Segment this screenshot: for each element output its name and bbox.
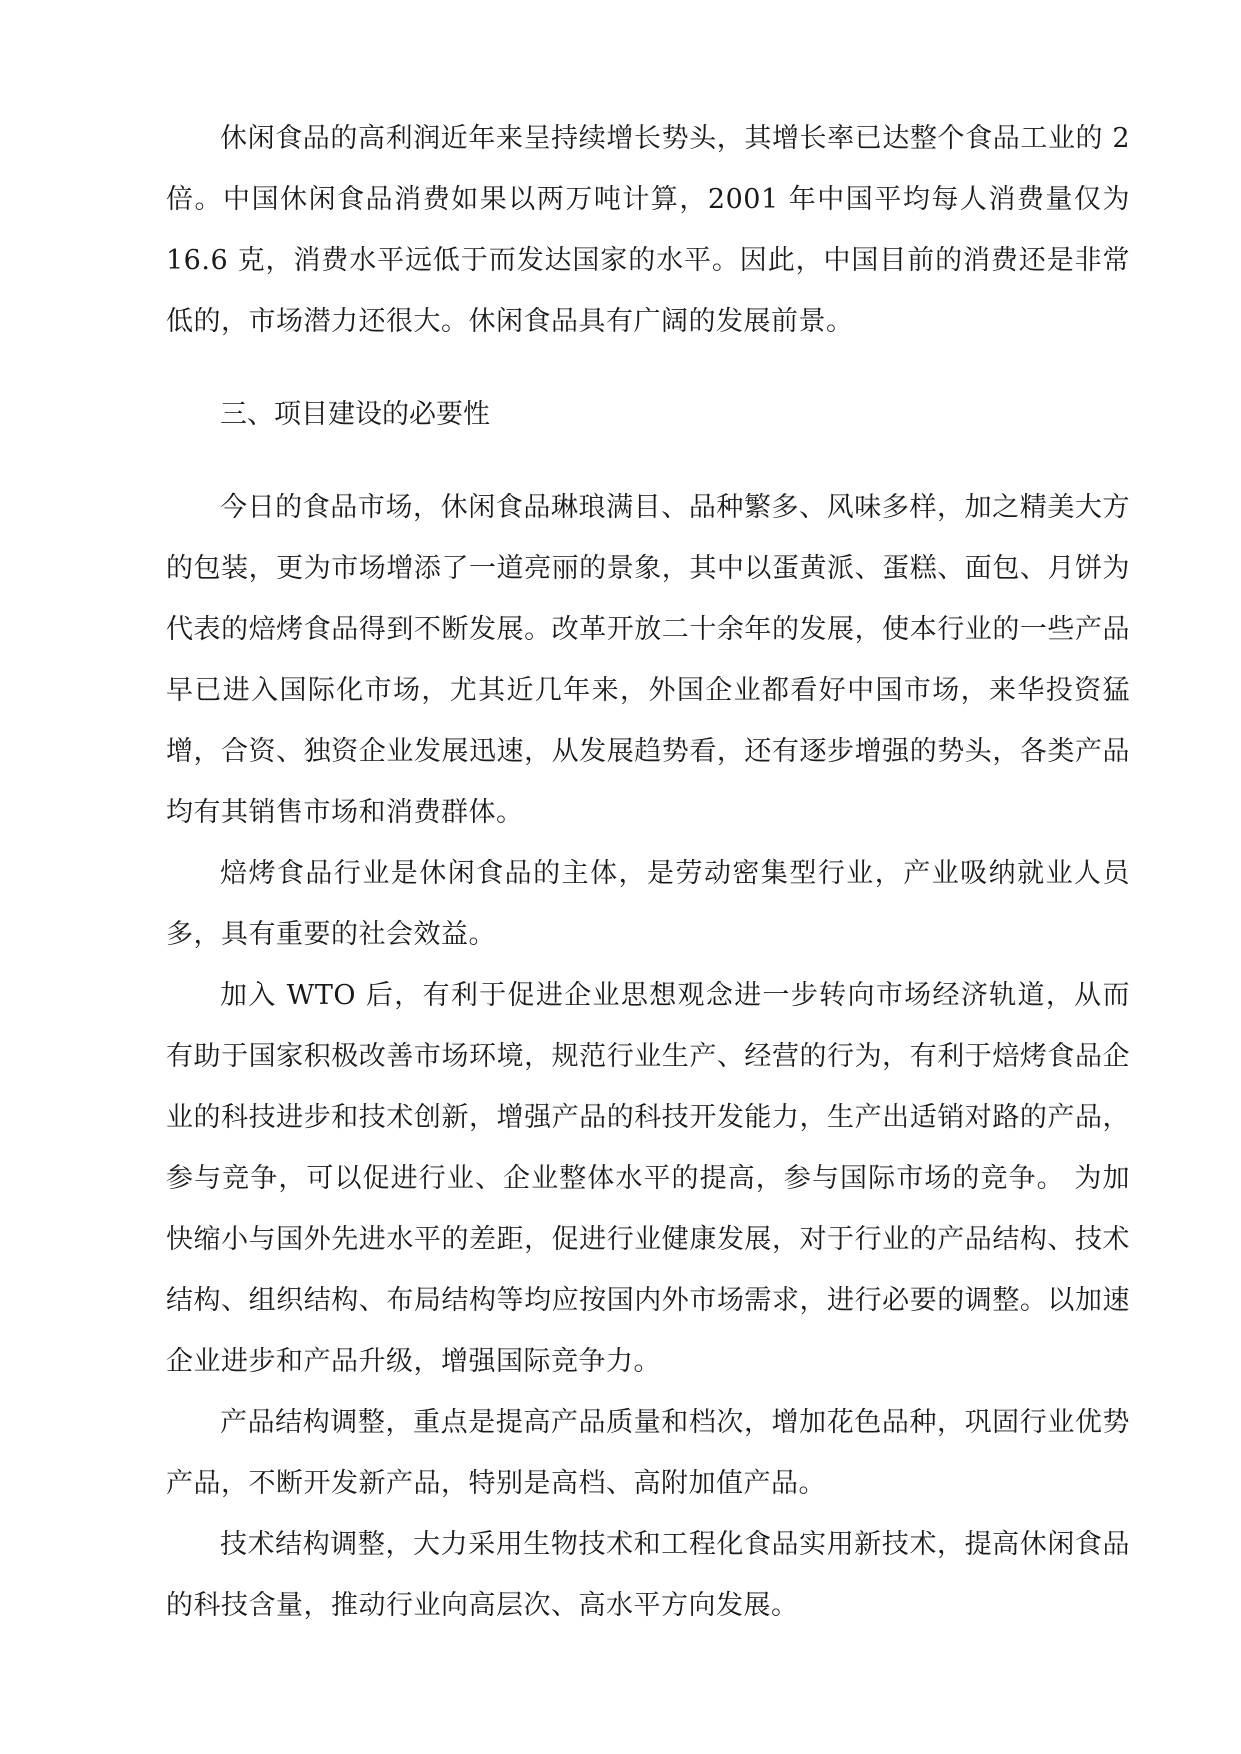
body-paragraph-industry: 焙烤食品行业是休闲食品的主体，是劳动密集型行业，产业吸纳就业人员多，具有重要的社会效益。	[166, 858, 1130, 950]
body-paragraph-wto: 加入 WTO 后，有利于促进企业思想观念进一步转向市场经济轨道，从而有助于国家积极改善市场环境，规范行业生产、经营的行为，有利于焙烤食品企业的科技进步和技术创新，增强产品的科技开发能力，生产出适销对路的产品，参与竞争，可以促进行业、企业整体水平的提高，参与国际市场的竞争。 为加快缩小与国外先进水平的差距，促进行业健康发展，对于行业的产品结构、技术结构、组织结构、布局结构等均应按国内外市场需求，进行必要的调整。以加速企业进步和产品升级，增强国际竞争力。	[166, 980, 1130, 1377]
body-paragraph-market: 今日的食品市场，休闲食品琳琅满目、品种繁多、风味多样，加之精美大方的包装，更为市场增添了一道亮丽的景象，其中以蛋黄派、蛋糕、面包、月饼为代表的焙烤食品得到不断发展。改革开放二十余年的发展，使本行业的一些产品早已进入国际化市场，尤其近几年来，外国企业都看好中国市场，来华投资猛增，合资、独资企业发展迅速，从发展趋势看，还有逐步增强的势头，各类产品均有其销售市场和消费群体。	[166, 492, 1130, 828]
section-heading: 三、项目建设的必要性	[220, 399, 490, 430]
body-paragraph-tech-structure: 技术结构调整，大力采用生物技术和工程化食品实用新技术，提高休闲食品的科技含量，推动行业向高层次、高水平方向发展。	[166, 1529, 1130, 1621]
intro-paragraph: 休闲食品的高利润近年来呈持续增长势头，其增长率已达整个食品工业的 2 倍。中国休闲食品消费如果以两万吨计算，2001 年中国平均每人消费量仅为 16.6 克，消费水平远低于而发达国家的水平。因此，中国目前的消费还是非常低的，市场潜力还很大。休闲食品具有广阔的发展前景。	[166, 123, 1130, 337]
document-page	[166, 108, 1130, 1636]
body-paragraph-product-structure: 产品结构调整，重点是提高产品质量和档次，增加花色品种，巩固行业优势产品，不断开发新产品，特别是高档、高附加值产品。	[166, 1407, 1130, 1499]
